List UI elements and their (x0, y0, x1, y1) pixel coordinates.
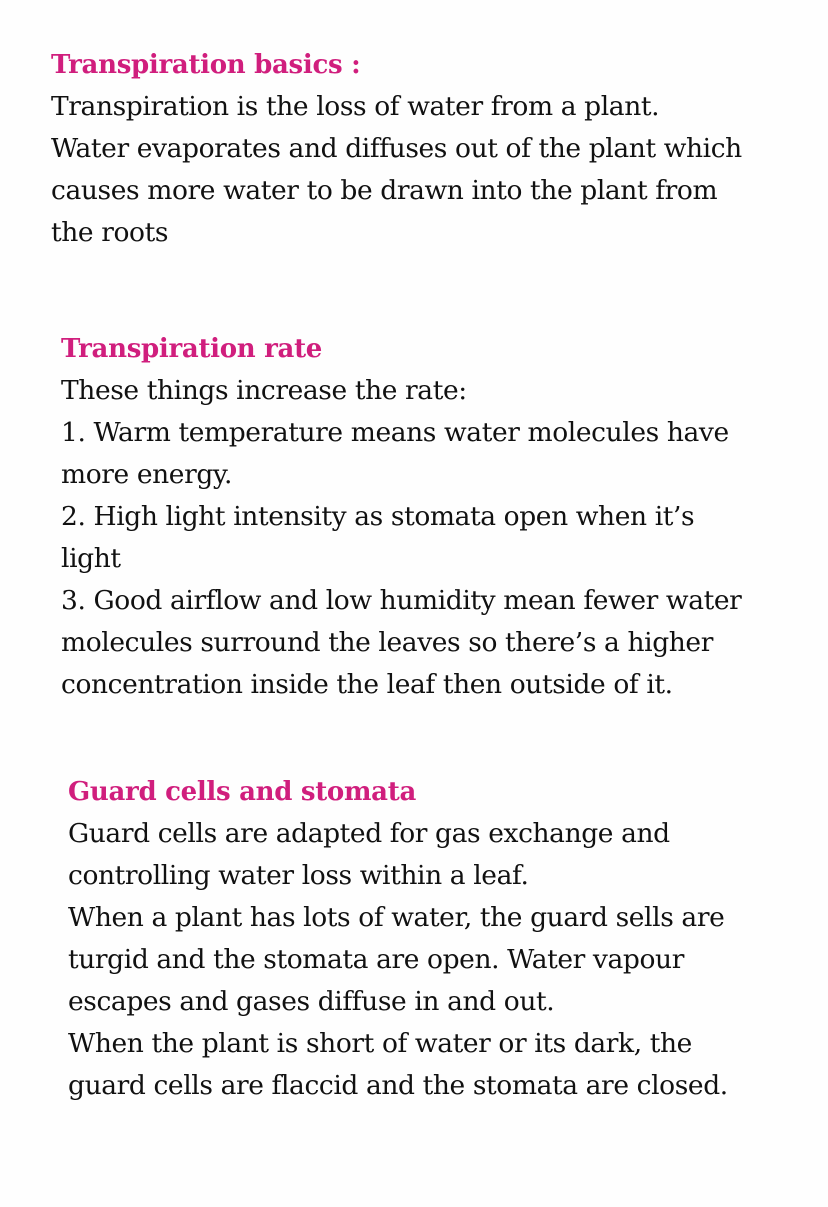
body-line: concentration inside the leaf then outside of it. (61, 669, 673, 700)
section-guard-cells-stomata (68, 771, 808, 1107)
body-line: molecules surround the leaves so there’s a higher (61, 627, 713, 658)
body-line: the roots (51, 217, 169, 248)
body-line: escapes and gases diffuse in and out. (68, 986, 555, 1017)
body-line: When a plant has lots of water, the guard sells are (68, 902, 725, 933)
body-line: causes more water to be drawn into the plant from (51, 175, 718, 206)
body-line: more energy. (61, 459, 232, 490)
body-line: These things increase the rate: (61, 375, 467, 406)
body-line: controlling water loss within a leaf. (68, 860, 529, 891)
body-line: guard cells are flaccid and the stomata are closed. (68, 1070, 728, 1101)
body-line: Guard cells are adapted for gas exchange and (68, 818, 670, 849)
body-line: 3. Good airflow and low humidity mean fewer water (61, 585, 742, 616)
section-transpiration-basics (51, 44, 791, 254)
body-line: Transpiration is the loss of water from a plant. (51, 91, 660, 122)
body-line: light (61, 543, 121, 574)
section-heading: Guard cells and stomata (68, 777, 416, 807)
section-transpiration-rate (61, 328, 801, 706)
body-line: Water evaporates and diffuses out of the plant which (51, 133, 742, 164)
body-line: 2. High light intensity as stomata open when it’s (61, 501, 695, 532)
body-line: When the plant is short of water or its dark, the (68, 1028, 692, 1059)
section-heading: Transpiration basics : (51, 50, 361, 80)
section-heading: Transpiration rate (61, 334, 323, 364)
body-line: turgid and the stomata are open. Water vapour (68, 944, 684, 975)
body-line: 1. Warm temperature means water molecules have (61, 417, 729, 448)
